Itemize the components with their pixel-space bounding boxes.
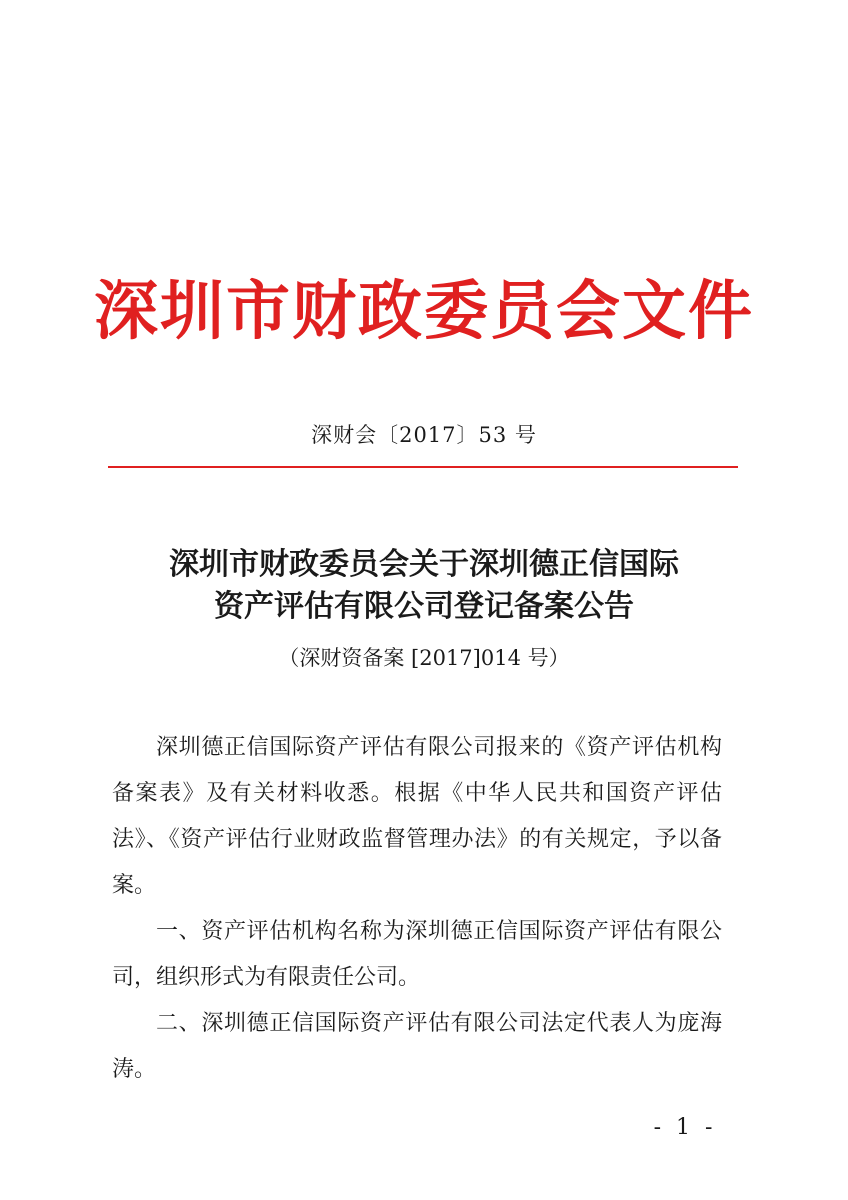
notice-title-line-1: 深圳市财政委员会关于深圳德正信国际 xyxy=(169,547,679,582)
document-number: 深财会〔2017〕53 号 xyxy=(311,423,537,447)
body-paragraph-2: 一、资产评估机构名称为深圳德正信国际资产评估有限公司，组织形式为有限责任公司。 xyxy=(112,919,722,990)
document-header-title: 深圳市财政委员会文件 xyxy=(94,274,754,349)
body-paragraph-3: 二、深圳德正信国际资产评估有限公司法定代表人为庞海涛。 xyxy=(112,1011,722,1082)
page-number: - 1 - xyxy=(653,1115,717,1140)
header-divider xyxy=(108,466,738,468)
notice-title-line-2: 资产评估有限公司登记备案公告 xyxy=(214,589,634,624)
record-number: （深财资备案 [2017]014 号） xyxy=(278,646,570,670)
body-text xyxy=(112,725,722,1093)
notice-title xyxy=(0,544,848,628)
body-paragraph-1: 深圳德正信国际资产评估有限公司报来的《资产评估机构备案表》及有关材料收悉。根据《中华人民共和国资产评估法》、《资产评估行业财政监督管理办法》的有关规定，予以备案。 xyxy=(112,735,722,898)
